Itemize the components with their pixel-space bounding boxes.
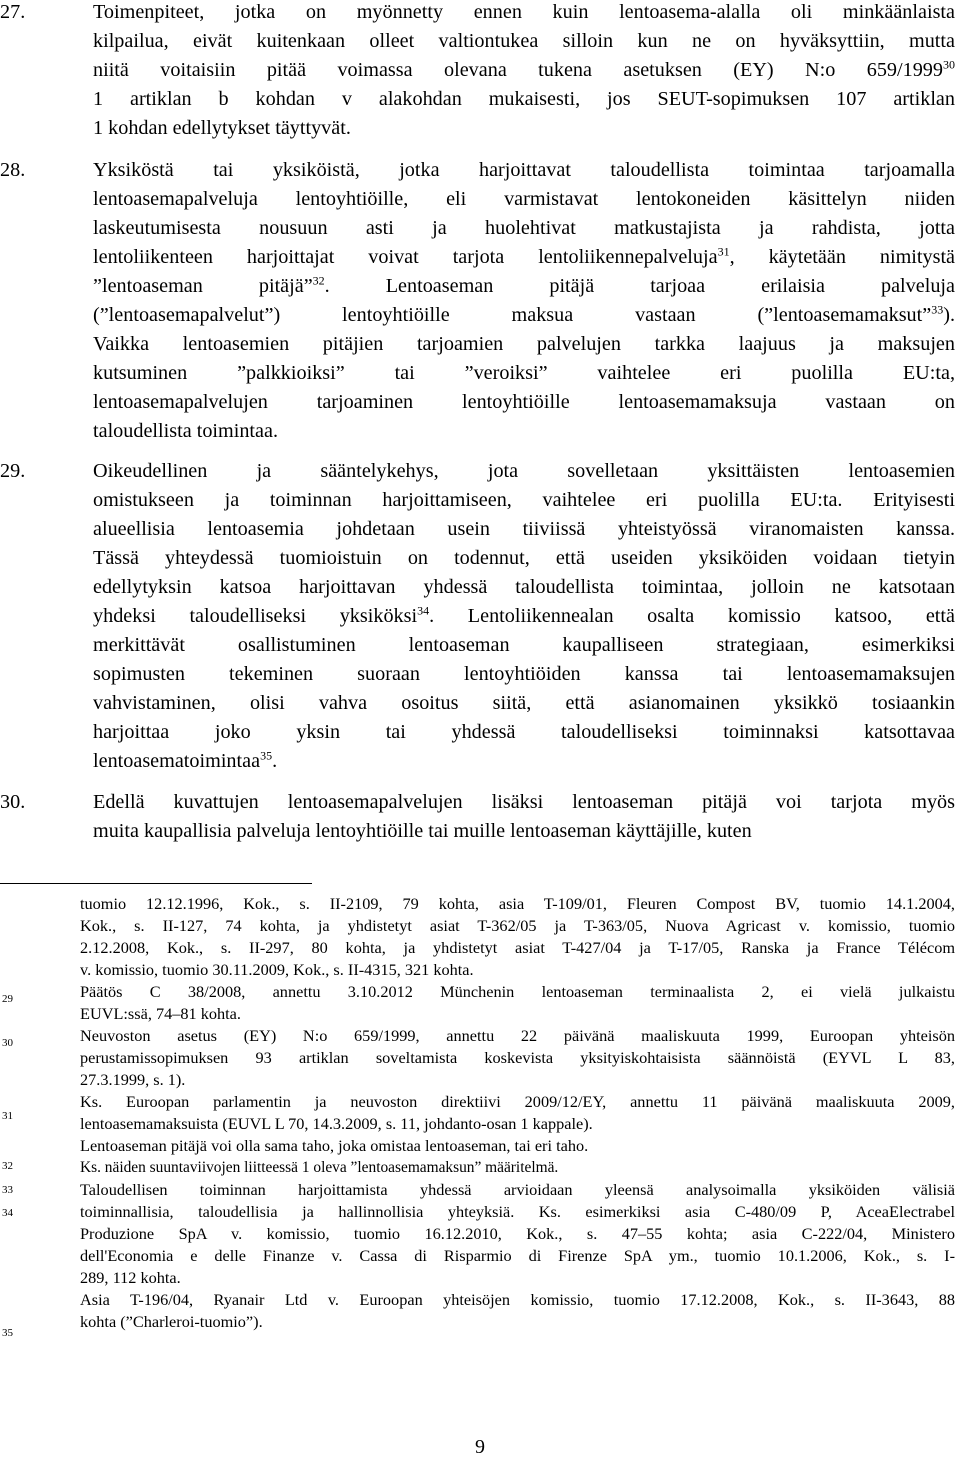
footnote-line: Neuvoston asetus (EY) N:o 659/1999, annettu 22 päivänä maaliskuuta 1999, Euroopan yhteisön [80,1026,955,1045]
text-segment: ). [943,304,955,326]
text-line: 1 kohdan edellytykset täyttyvät. [93,117,351,139]
footnote-number: 35 [2,1327,13,1339]
paragraph-body [93,457,955,776]
text-segment: (”lentoasemapalvelut”) lentoyhtiöille maksua vastaan (”lentoasemamaksut” [93,304,932,326]
footnote-line: lentoasemamaksuista (EUVL L 70, 14.3.2009, s. 11, johdanto-osan 1 kappale). [80,1114,593,1133]
text-segment: . [272,750,278,772]
paragraph-body [93,0,955,143]
text-line [93,747,955,776]
text-segment: , käytetään nimitystä [729,246,956,268]
text-segment: . Lentoaseman pitäjä tarjoaa erilaisia palveluja [324,275,955,297]
text-line: edellytyksin katsoa harjoittavan yhdessä taloudellista toimintaa, jolloin ne katsotaan [93,576,955,598]
text-segment: lentoliikenteen harjoittajat voivat tarjota lentoliikennepalveluja [93,246,718,268]
footnote-reference[interactable]: 35 [260,748,273,763]
footnote-line: Asia T-196/04, Ryanair Ltd v. Euroopan yhteisöjen komissio, tuomio 17.12.2008, Kok., s. II-3643, 88 [80,1290,955,1309]
footnote-line: Lentoaseman pitäjä voi olla sama taho, joka omistaa lentoaseman, tai eri taho. [80,1136,589,1155]
footnote-line: perustamissopimuksen 93 artiklan soveltamista koskevista yksityiskohtaisista säännöistä (EYVL L 83, [80,1048,955,1067]
text-line: Tässä yhteydessä tuomioistuin on todennut, että useiden yksiköiden voidaan tietyin [93,547,955,569]
text-line: taloudellista toimintaa. [93,420,279,442]
footnote-line: 289, 112 kohta. [80,1268,181,1287]
footnote-line: toiminnallisia, taloudellisia ja hallinnollisia yhteyksiä. Ks. esimerkiksi asia C-480/09 P, AceaElectrabel [80,1202,955,1221]
footnote-reference[interactable]: 32 [312,273,325,288]
footnote-number: 30 [2,1037,13,1049]
footnote-reference[interactable]: 30 [943,57,955,72]
footnote-reference[interactable]: 33 [931,302,944,317]
footnotes [80,893,955,1333]
paragraph-number: 27. [0,1,26,23]
footnote-line: EUVL:ssä, 74–81 kohta. [80,1004,241,1023]
footnote-line: Ks. Euroopan parlamentin ja neuvoston direktiivi 2009/12/EY, annettu 11 päivänä maaliskuuta 2009, [80,1092,955,1111]
text-line: muita kaupallisia palveluja lentoyhtiöille tai muille lentoaseman käyttäjille, kuten [93,820,752,842]
text-segment: ”lentoaseman pitäjä” [93,275,313,297]
footnote-line: tuomio 12.12.1996, Kok., s. II-2109, 79 kohta, asia T-109/01, Fleuren Compost BV, tuomio 14.1.2004, [80,894,955,913]
footnote-reference[interactable]: 34 [417,603,430,618]
footnote-separator [0,883,312,884]
text-line: lentoasemapalveluja lentoyhtiöille, eli varmistavat lentokoneiden käsittelyn niiden [93,188,955,210]
text-line: lentoasemapalvelujen tarjoaminen lentoyhtiöille lentoasemamaksuja vastaan on [93,391,955,413]
footnote-line: Kok., s. II-127, 74 kohta, ja yhdistetyt asiat T-362/05 ja T-363/05, Nuova Agricast v. komissio, tuomio [80,916,955,935]
text-line [93,243,955,272]
paragraph-body [93,156,955,446]
text-line: laskeutumisesta nousuun asti ja huolehtivat matkustajista ja rahdista, jotta [93,217,955,239]
text-line: Edellä kuvattujen lentoasemapalvelujen lisäksi lentoaseman pitäjä voi tarjota myös [93,791,955,813]
paragraph-29 [0,457,955,776]
text-line: Yksiköstä tai yksiköistä, jotka harjoittavat taloudellista toimintaa tarjoamalla [93,159,955,181]
text-segment: . Lentoliikennealan osalta komissio katsoo, että [429,605,955,627]
footnote-line: Taloudellisen toiminnan harjoittamista yhdessä arvioidaan yleensä analysoimalla yksiköiden välisiä [80,1180,955,1199]
footnote-line: Ks. näiden suuntaviivojen liitteessä 1 oleva ”lentoasemamaksun” määritelmä. [80,1159,559,1176]
text-line: omistukseen ja toiminnan harjoittamiseen, vaihtelee eri puolilla EU:ta. Erityisesti [93,489,955,511]
text-line: alueellisia lentoasemia johdetaan usein tiiviissä yhteistyössä viranomaisten kanssa. [93,518,955,540]
footnote-number: 34 [2,1207,13,1219]
text-line: Oikeudellinen ja sääntelykehys, jota sovelletaan yksittäisten lentoasemien [93,460,955,482]
text-segment: niitä voitaisiin pitää voimassa olevana tukena asetuksen (EY) N:o 659/1999 [93,59,943,81]
footnote-reference[interactable]: 31 [717,244,730,259]
text-segment: yhdeksi taloudelliseksi yksiköksi [93,605,418,627]
text-line: merkittävät osallistuminen lentoaseman kaupalliseen strategiaan, esimerkiksi [93,634,955,656]
paragraph-30 [0,788,955,846]
text-line [93,272,955,301]
text-segment: lentoasematoimintaa [93,750,261,772]
text-line [93,56,955,85]
text-line: vahvistaminen, olisi vahva osoitus siitä, että asianomainen yksikkö tosiaankin [93,692,955,714]
text-line: sopimusten tekeminen suoraan lentoyhtiöiden kanssa tai lentoasemamaksujen [93,663,955,685]
footnote-line: 2.12.2008, Kok., s. II-297, 80 kohta, ja yhdistetyt asiat T-427/04 ja T-17/05, Ranska ja France Télécom [80,938,955,957]
paragraph-number: 28. [0,159,26,181]
footnote-number: 33 [2,1184,13,1196]
paragraph-27 [0,0,955,143]
footnote-line: 27.3.1999, s. 1). [80,1070,186,1089]
footnote-number: 32 [2,1160,13,1172]
footnote-line: v. komissio, tuomio 30.11.2009, Kok., s. II-4315, 321 kohta. [80,960,474,979]
page-number: 9 [475,1436,485,1458]
footnote-line: Produzione SpA v. komissio, tuomio 16.12.2010, Kok., s. 47–55 kohta; asia C-222/04, Ministero [80,1224,955,1243]
paragraph-body [93,788,955,846]
footnote-line: Päätös C 38/2008, annettu 3.10.2012 Münchenin lentoaseman terminaalista 2, ei vielä julkaistu [80,982,955,1001]
text-line [93,301,955,330]
paragraph-number: 30. [0,791,26,813]
footnote-line: dell'Economia e delle Finanze v. Cassa di Risparmio di Firenze SpA ym., tuomio 10.1.2006, Kok., s. I- [80,1246,955,1265]
text-line: kilpailua, eivät kuitenkaan olleet valtiontukea silloin kun ne on hyväksyttiin, mutta [93,30,955,52]
text-line [93,602,955,631]
paragraph-28 [0,156,955,446]
text-line: kutsuminen ”palkkioiksi” tai ”veroiksi” vaihtelee eri puolilla EU:ta, [93,362,955,384]
text-line: Vaikka lentoasemien pitäjien tarjoamien palvelujen tarkka laajuus ja maksujen [93,333,955,355]
footnote-number: 29 [2,993,13,1005]
footnote-line: kohta (”Charleroi-tuomio”). [80,1312,263,1331]
paragraph-number: 29. [0,460,26,482]
text-line: 1 artiklan b kohdan v alakohdan mukaisesti, jos SEUT-sopimuksen 107 artiklan [93,88,955,110]
footnote-number: 31 [2,1110,13,1122]
text-line: Toimenpiteet, jotka on myönnetty ennen kuin lentoasema-alalla oli minkäänlaista [93,1,955,23]
text-line: harjoittaa joko yksin tai yhdessä taloudelliseksi toiminnaksi katsottavaa [93,721,955,743]
